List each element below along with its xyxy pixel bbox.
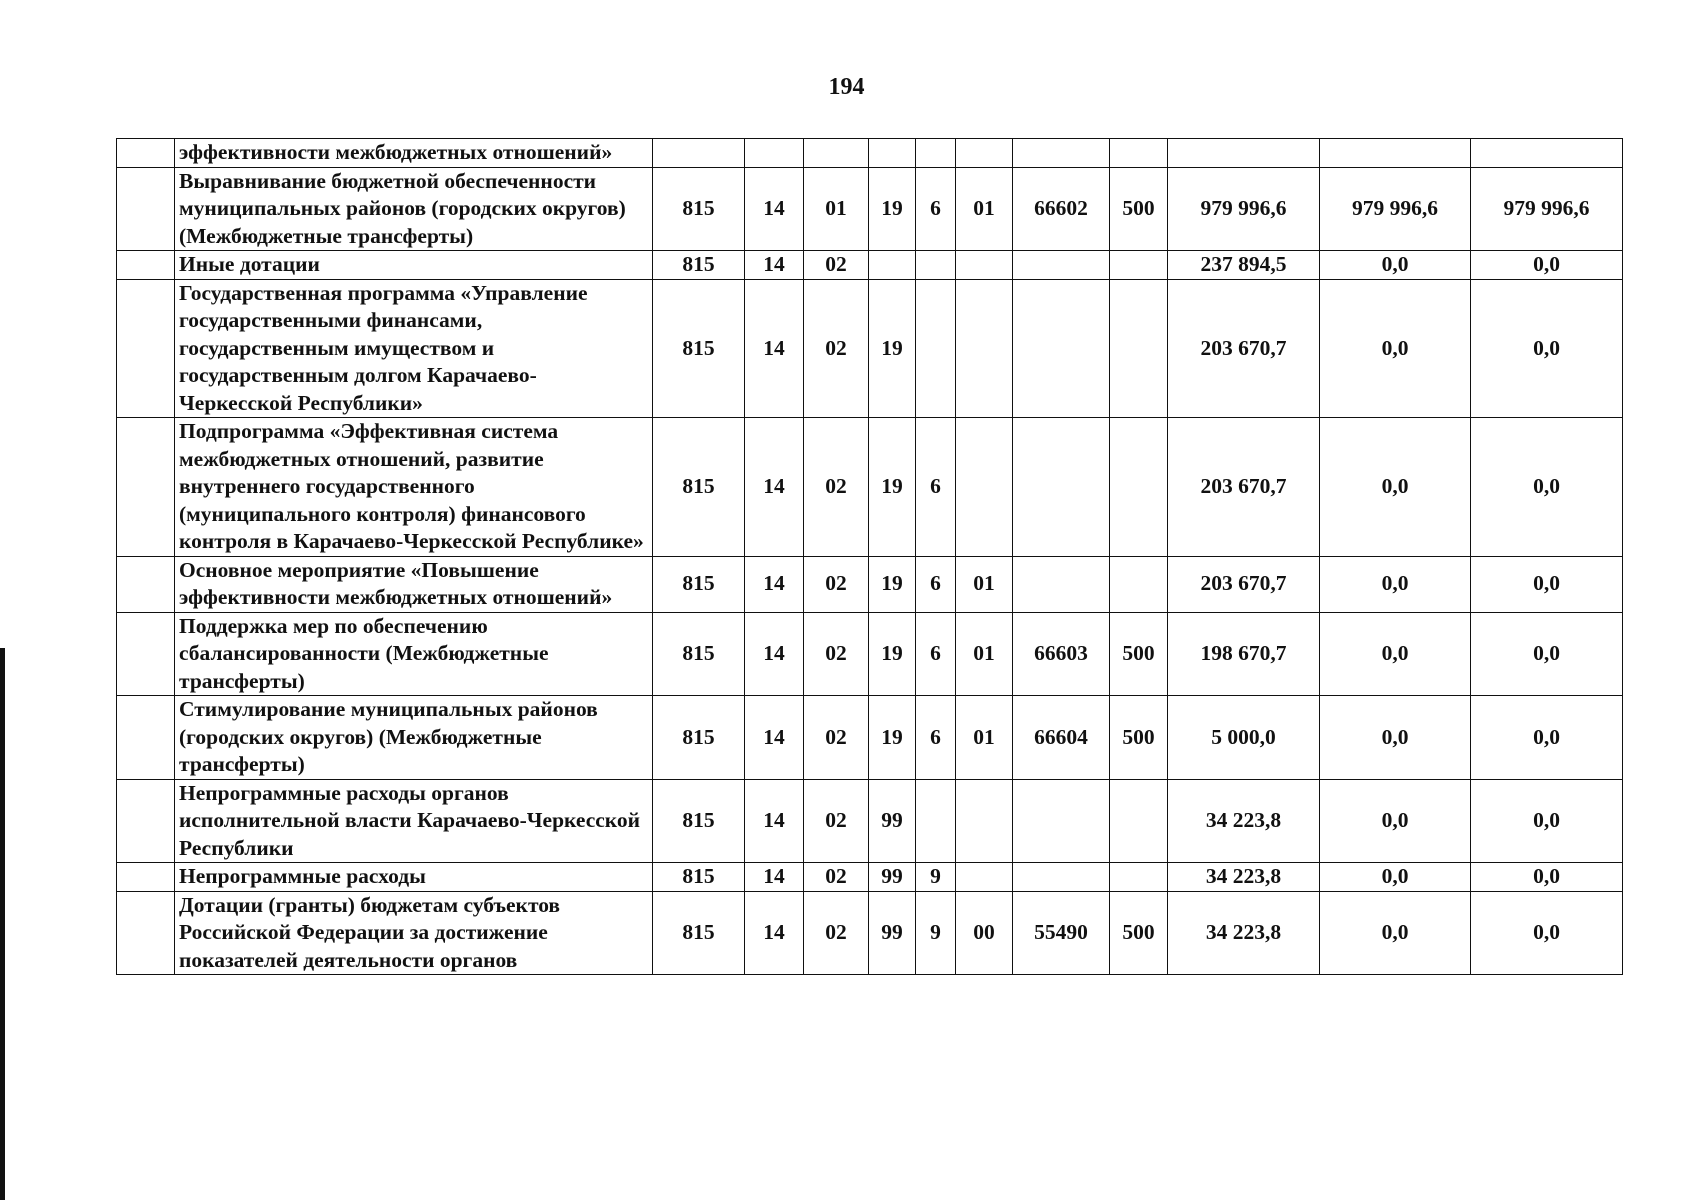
sum-year-2-cell [1320, 139, 1471, 168]
sum-year-2-cell: 0,0 [1320, 279, 1471, 418]
table-row [117, 251, 1623, 280]
sum-year-3-cell [1471, 139, 1623, 168]
subprogram-code-cell [916, 251, 956, 280]
sum-year-3-cell: 0,0 [1471, 251, 1623, 280]
row-name-cell: Дотации (гранты) бюджетам субъектов Российской Федерации за достижение показателей деятельности органов [175, 891, 653, 975]
sum-year-3-cell: 0,0 [1471, 891, 1623, 975]
sum-year-1-cell: 34 223,8 [1168, 891, 1320, 975]
budget-table [116, 138, 1623, 975]
table-row [117, 779, 1623, 863]
subsection-code-cell: 02 [804, 612, 869, 696]
subsection-code-cell: 02 [804, 251, 869, 280]
event-code-cell: 01 [956, 696, 1013, 780]
direction-code-cell [1013, 139, 1110, 168]
sum-year-1-cell: 203 670,7 [1168, 556, 1320, 612]
event-code-cell: 00 [956, 891, 1013, 975]
event-code-cell [956, 279, 1013, 418]
table-row [117, 279, 1623, 418]
table-row [117, 612, 1623, 696]
sum-year-1-cell: 5 000,0 [1168, 696, 1320, 780]
expense-type-cell [1110, 139, 1168, 168]
page-number: 194 [828, 74, 865, 100]
sum-year-2-cell: 0,0 [1320, 863, 1471, 892]
event-code-cell [956, 863, 1013, 892]
program-code-cell [869, 139, 916, 168]
row-number-cell [117, 779, 175, 863]
section-code-cell: 14 [745, 696, 804, 780]
expense-type-cell: 500 [1110, 167, 1168, 251]
row-name-cell: эффективности межбюджетных отношений» [175, 139, 653, 168]
sum-year-2-cell: 0,0 [1320, 612, 1471, 696]
subsection-code-cell: 02 [804, 556, 869, 612]
ministry-code-cell: 815 [653, 556, 745, 612]
ministry-code-cell: 815 [653, 696, 745, 780]
sum-year-1-cell: 34 223,8 [1168, 863, 1320, 892]
expense-type-cell [1110, 779, 1168, 863]
expense-type-cell [1110, 418, 1168, 557]
row-name-cell: Стимулирование муниципальных районов (городских округов) (Межбюджетные трансферты) [175, 696, 653, 780]
section-code-cell: 14 [745, 418, 804, 557]
direction-code-cell [1013, 556, 1110, 612]
expense-type-cell: 500 [1110, 891, 1168, 975]
section-code-cell: 14 [745, 891, 804, 975]
sum-year-3-cell: 0,0 [1471, 779, 1623, 863]
section-code-cell: 14 [745, 863, 804, 892]
program-code-cell [869, 251, 916, 280]
subsection-code-cell: 02 [804, 696, 869, 780]
section-code-cell [745, 139, 804, 168]
event-code-cell [956, 418, 1013, 557]
sum-year-1-cell: 237 894,5 [1168, 251, 1320, 280]
direction-code-cell [1013, 279, 1110, 418]
subprogram-code-cell: 6 [916, 612, 956, 696]
row-number-cell [117, 279, 175, 418]
sum-year-3-cell: 0,0 [1471, 696, 1623, 780]
expense-type-cell [1110, 279, 1168, 418]
sum-year-2-cell: 0,0 [1320, 556, 1471, 612]
program-code-cell: 19 [869, 556, 916, 612]
sum-year-3-cell: 0,0 [1471, 612, 1623, 696]
expense-type-cell: 500 [1110, 612, 1168, 696]
table-row [117, 556, 1623, 612]
direction-code-cell: 66604 [1013, 696, 1110, 780]
subsection-code-cell: 02 [804, 279, 869, 418]
direction-code-cell: 66603 [1013, 612, 1110, 696]
program-code-cell: 99 [869, 891, 916, 975]
sum-year-3-cell: 979 996,6 [1471, 167, 1623, 251]
program-code-cell: 19 [869, 418, 916, 557]
event-code-cell [956, 139, 1013, 168]
program-code-cell: 99 [869, 779, 916, 863]
row-name-cell: Выравнивание бюджетной обеспеченности муниципальных районов (городских округов) (Межбюджетные трансферты) [175, 167, 653, 251]
row-name-cell: Поддержка мер по обеспечению сбалансированности (Межбюджетные трансферты) [175, 612, 653, 696]
sum-year-3-cell: 0,0 [1471, 418, 1623, 557]
row-number-cell [117, 251, 175, 280]
row-name-cell: Подпрограмма «Эффективная система межбюджетных отношений, развитие внутреннего государственного (муниципального контроля) финансового контроля в Карачаево-Черкесской Республике» [175, 418, 653, 557]
program-code-cell: 19 [869, 696, 916, 780]
direction-code-cell [1013, 418, 1110, 557]
table-row [117, 139, 1623, 168]
section-code-cell: 14 [745, 251, 804, 280]
subsection-code-cell: 02 [804, 863, 869, 892]
expense-type-cell [1110, 251, 1168, 280]
section-code-cell: 14 [745, 779, 804, 863]
ministry-code-cell: 815 [653, 167, 745, 251]
program-code-cell: 19 [869, 279, 916, 418]
ministry-code-cell: 815 [653, 418, 745, 557]
row-number-cell [117, 556, 175, 612]
subprogram-code-cell: 9 [916, 891, 956, 975]
event-code-cell: 01 [956, 556, 1013, 612]
expense-type-cell [1110, 863, 1168, 892]
event-code-cell: 01 [956, 612, 1013, 696]
program-code-cell: 99 [869, 863, 916, 892]
ministry-code-cell: 815 [653, 779, 745, 863]
direction-code-cell [1013, 863, 1110, 892]
ministry-code-cell: 815 [653, 612, 745, 696]
row-number-cell [117, 863, 175, 892]
direction-code-cell: 55490 [1013, 891, 1110, 975]
sum-year-3-cell: 0,0 [1471, 279, 1623, 418]
sum-year-1-cell: 203 670,7 [1168, 418, 1320, 557]
sum-year-2-cell: 0,0 [1320, 418, 1471, 557]
sum-year-2-cell: 0,0 [1320, 891, 1471, 975]
sum-year-2-cell: 0,0 [1320, 251, 1471, 280]
section-code-cell: 14 [745, 612, 804, 696]
subprogram-code-cell: 6 [916, 418, 956, 557]
expense-type-cell [1110, 556, 1168, 612]
table-row [117, 167, 1623, 251]
ministry-code-cell [653, 139, 745, 168]
section-code-cell: 14 [745, 556, 804, 612]
event-code-cell [956, 251, 1013, 280]
sum-year-3-cell: 0,0 [1471, 556, 1623, 612]
table-row [117, 418, 1623, 557]
subprogram-code-cell: 6 [916, 167, 956, 251]
subprogram-code-cell [916, 779, 956, 863]
row-number-cell [117, 891, 175, 975]
row-name-cell: Непрограммные расходы органов исполнительной власти Карачаево-Черкесской Республики [175, 779, 653, 863]
ministry-code-cell: 815 [653, 251, 745, 280]
table-row [117, 891, 1623, 975]
row-number-cell [117, 139, 175, 168]
ministry-code-cell: 815 [653, 891, 745, 975]
program-code-cell: 19 [869, 167, 916, 251]
table-row [117, 863, 1623, 892]
ministry-code-cell: 815 [653, 863, 745, 892]
row-name-cell: Государственная программа «Управление государственными финансами, государственным имуществом и государственным долгом Карачаево-Черкесской Республики» [175, 279, 653, 418]
subprogram-code-cell [916, 139, 956, 168]
subsection-code-cell [804, 139, 869, 168]
subsection-code-cell: 02 [804, 779, 869, 863]
subprogram-code-cell: 6 [916, 556, 956, 612]
event-code-cell [956, 779, 1013, 863]
subprogram-code-cell [916, 279, 956, 418]
subsection-code-cell: 02 [804, 891, 869, 975]
sum-year-1-cell: 979 996,6 [1168, 167, 1320, 251]
subsection-code-cell: 02 [804, 418, 869, 557]
table-row [117, 696, 1623, 780]
row-number-cell [117, 696, 175, 780]
section-code-cell: 14 [745, 167, 804, 251]
section-code-cell: 14 [745, 279, 804, 418]
direction-code-cell [1013, 779, 1110, 863]
sum-year-2-cell: 979 996,6 [1320, 167, 1471, 251]
sum-year-1-cell: 203 670,7 [1168, 279, 1320, 418]
sum-year-1-cell [1168, 139, 1320, 168]
row-name-cell: Непрограммные расходы [175, 863, 653, 892]
sum-year-1-cell: 34 223,8 [1168, 779, 1320, 863]
sum-year-1-cell: 198 670,7 [1168, 612, 1320, 696]
sum-year-2-cell: 0,0 [1320, 779, 1471, 863]
row-name-cell: Основное мероприятие «Повышение эффективности межбюджетных отношений» [175, 556, 653, 612]
row-name-cell: Иные дотации [175, 251, 653, 280]
event-code-cell: 01 [956, 167, 1013, 251]
direction-code-cell: 66602 [1013, 167, 1110, 251]
row-number-cell [117, 418, 175, 557]
subprogram-code-cell: 9 [916, 863, 956, 892]
row-number-cell [117, 612, 175, 696]
expense-type-cell: 500 [1110, 696, 1168, 780]
scan-edge-bar [0, 648, 5, 1200]
subsection-code-cell: 01 [804, 167, 869, 251]
direction-code-cell [1013, 251, 1110, 280]
program-code-cell: 19 [869, 612, 916, 696]
ministry-code-cell: 815 [653, 279, 745, 418]
row-number-cell [117, 167, 175, 251]
subprogram-code-cell: 6 [916, 696, 956, 780]
sum-year-3-cell: 0,0 [1471, 863, 1623, 892]
sum-year-2-cell: 0,0 [1320, 696, 1471, 780]
